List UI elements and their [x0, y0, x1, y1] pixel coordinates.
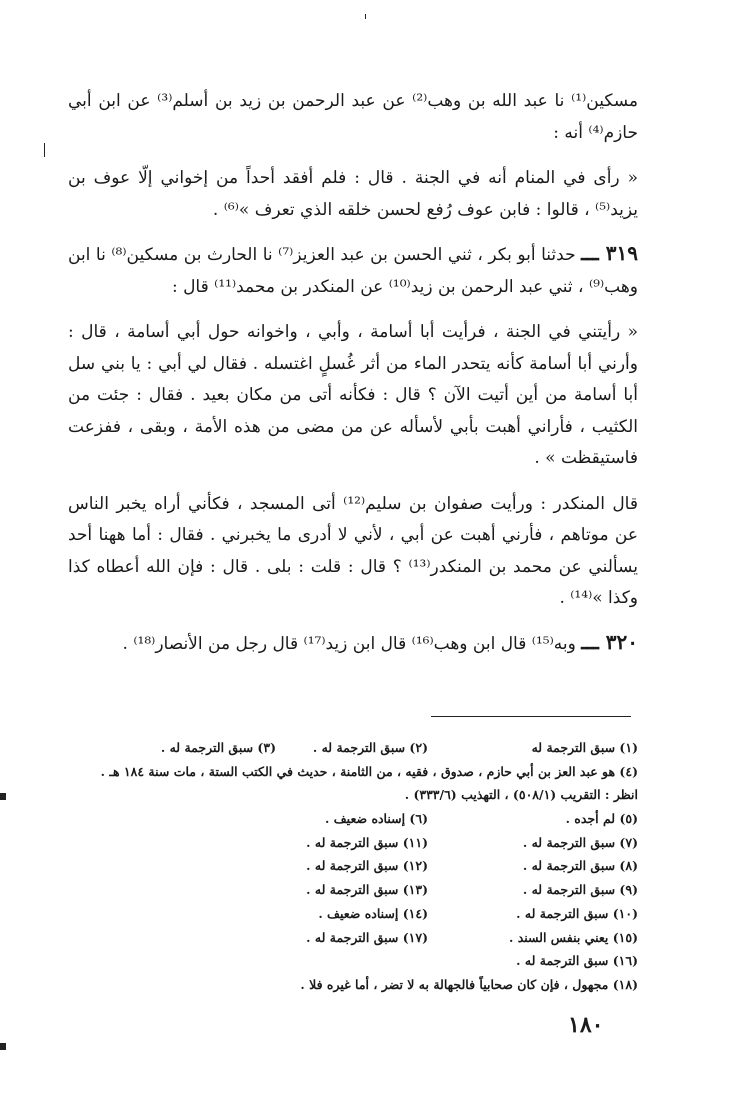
- hadith-number: ٣٢٠ ـــ: [581, 629, 638, 654]
- footnote: (٧) سبق الترجمة له .: [522, 834, 638, 850]
- footnote-row: [68, 807, 638, 831]
- paragraph-text: وبه⁽¹⁵⁾ قال ابن وهب⁽¹⁶⁾ قال ابن زيد⁽¹⁷⁾ قال رجل من الأنصار⁽¹⁸⁾ .: [122, 633, 576, 654]
- paragraph: [68, 238, 638, 303]
- footnote: انظر : التقريب (٥٠٨/١) ، التهذيب (٣٣٣/٦) .: [404, 787, 638, 803]
- page-number: ١٨٠: [568, 1012, 604, 1038]
- footnote: (٩) سبق الترجمة له .: [522, 882, 638, 898]
- footnote: (١٢) سبق الترجمة له .: [306, 858, 428, 874]
- paragraph-text: مسكين⁽¹⁾ نا عبد الله بن وهب⁽²⁾ عن عبد الرحمن بن زيد بن أسلم⁽³⁾ عن ابن أبي حازم⁽⁴⁾ أنه :: [68, 91, 639, 143]
- paragraph: [68, 161, 638, 226]
- footnote: (٥) لم أجده .: [565, 811, 638, 827]
- footnote: (٣) سبق الترجمة له .: [160, 740, 276, 755]
- footnote-row: [68, 783, 638, 807]
- paragraph-text: حدثنا أبو بكر ، ثني الحسن بن عبد العزيز⁽⁷⁾ نا الحارث بن مسكين⁽⁸⁾ نا ابن وهب⁽⁹⁾ ، ثني عبد الرحمن بن زيد⁽¹⁰⁾ عن المنكدر بن محمد⁽¹¹⁾ قال :: [68, 245, 638, 297]
- scan-mark: [365, 14, 366, 19]
- footnote-row: [68, 760, 638, 784]
- footnote-separator: [431, 716, 631, 717]
- paragraph: [68, 487, 638, 615]
- footnote-row: [68, 949, 638, 973]
- footnote-row: [68, 736, 638, 760]
- footnote: (١) سبق الترجمة له: [531, 740, 638, 755]
- footnote: (١٤) إسناده ضعيف .: [318, 905, 428, 921]
- footnote: (١٨) مجهول ، فإن كان صحابياً فالجهالة به لا تضر ، أما غيره فلا .: [300, 976, 638, 992]
- paragraph-text: « رأى في المنام أنه في الجنة . قال : فلم أفقد أحداً من إخواني إلّا عوف بن يزيد⁽⁵⁾ ، قالوا : فابن عوف رُفع لحسن خلقه الذي تعرف »⁽⁶⁾ .: [68, 168, 638, 220]
- footnote-row: [68, 831, 638, 855]
- paragraph: [68, 84, 638, 149]
- footnote: (١٧) سبق الترجمة له .: [306, 929, 428, 945]
- main-text: [68, 84, 638, 660]
- footnote: (١١) سبق الترجمة له .: [306, 834, 428, 850]
- footnote: (١٦) سبق الترجمة له .: [516, 953, 638, 969]
- footnote: (١٠) سبق الترجمة له .: [516, 905, 638, 921]
- paragraph: [68, 627, 638, 661]
- footnote-row: [68, 902, 638, 926]
- paragraph-text: قال المنكدر : ورأيت صفوان بن سليم⁽¹²⁾ أتى المسجد ، فكأني أراه يخبر الناس عن موتاهم ، فأرني أهبت عن أبي ، لأني لا أدرى ما يخبرني . فقال : أما ههنا أحد يسألني عن محمد بن المنكدر⁽¹³⁾ ؟ قال : قلت : بلى . قال : فإن الله أعطاه كذا وكذا »⁽¹⁴⁾ .: [68, 493, 638, 608]
- footnote-row: [68, 926, 638, 950]
- footnote: (١٥) يعني بنفس السند .: [508, 929, 638, 945]
- footnote: (٨) سبق الترجمة له .: [522, 858, 638, 874]
- footnote: (٦) إسناده ضعيف .: [325, 811, 428, 827]
- scan-mark: [0, 1043, 6, 1050]
- paragraph-text: « رأيتني في الجنة ، فرأيت أبا أسامة ، وأبي ، واخوانه حول أبي أسامة ، قال : وأرني أبا أسامة كأنه يتحدر الماء من أثر غُسلٍ اغتسله . فقال لي أبي : يا بني سل أبا أسامة من أين أتيت الآن ؟ قال : فكأنه أتى من مكان بعيد . فقال : جئت من الكثيب ، فأراني أهبت بأبي لأسأله عن من مضى من هذه الأمة ، وبقى ، ففزعت فاستيقظت » .: [68, 322, 638, 468]
- footnote-row: [68, 878, 638, 902]
- footnote-row: [68, 973, 638, 997]
- footnote-row: [68, 854, 638, 878]
- hadith-number: ٣١٩ ـــ: [581, 241, 638, 265]
- paragraph: [68, 315, 638, 475]
- footnote: (٤) هو عبد العز بن أبي حازم ، صدوق ، فقيه ، من الثامنة ، حديث في الكتب الستة ، مات سنة ١٨٤ هـ .: [100, 763, 638, 779]
- footnotes: [68, 736, 638, 997]
- scan-mark: [44, 143, 45, 157]
- scan-mark: [0, 793, 6, 800]
- footnote: (٢) سبق الترجمة له .: [312, 740, 428, 755]
- footnote: (١٣) سبق الترجمة له .: [306, 882, 428, 898]
